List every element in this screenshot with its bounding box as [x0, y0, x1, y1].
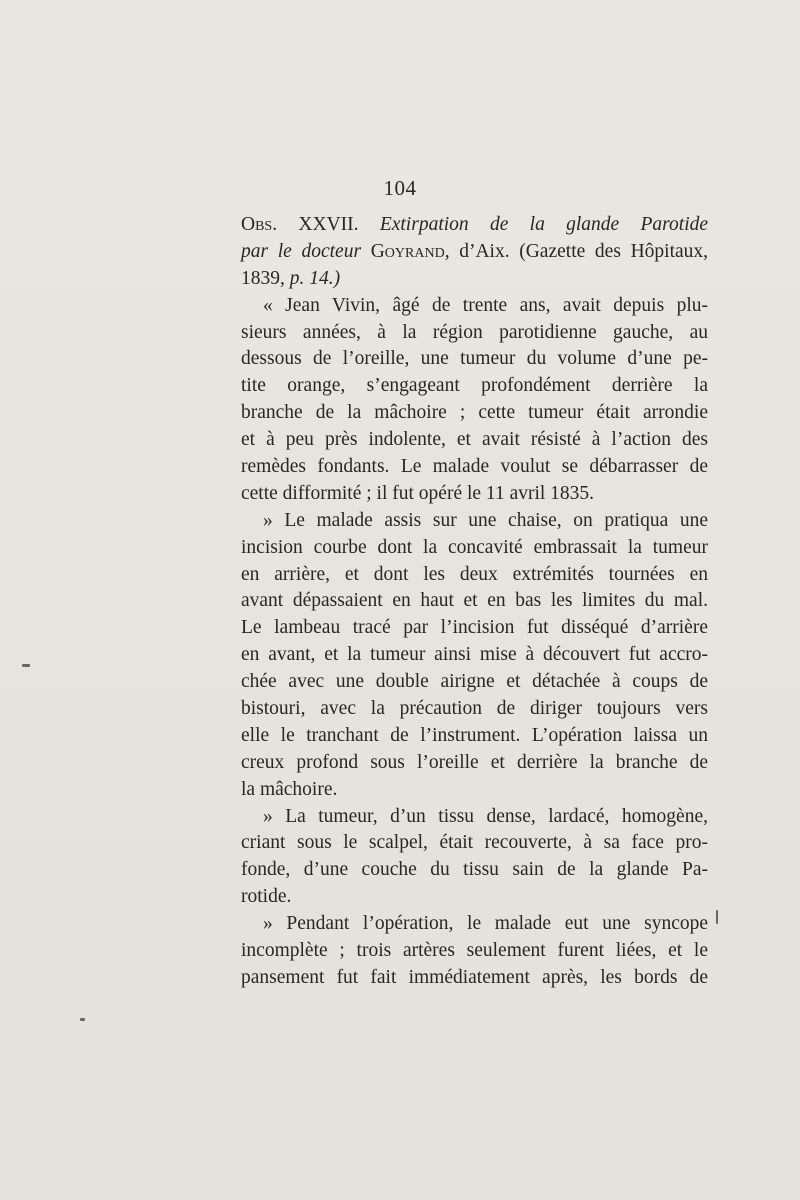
margin-mark: [716, 910, 718, 924]
text-line: cette difformité ; il fut opéré le 11 avril 1835.: [241, 482, 595, 504]
obs-heading-line-1: [241, 212, 708, 239]
text-line: branche de la mâchoire ; cette tumeur était arrondie: [241, 402, 708, 424]
text-line: et à peu près indolente, et avait résisté à l’action des: [241, 429, 708, 451]
text-line: criant sous le scalpel, était recouverte, à sa face pro-: [241, 832, 708, 854]
margin-mark: [80, 1018, 85, 1021]
text-line: chée avec une double airigne et détachée à coups de: [241, 671, 708, 693]
obs-year: 1839,: [241, 267, 285, 289]
text-line: dessous de l’oreille, une tumeur du volume d’une pe-: [241, 348, 708, 370]
text-line: incision courbe dont la concavité embrassait la tumeur: [241, 536, 708, 558]
text-line: fonde, d’une couche du tissu sain de la glande Pa-: [241, 859, 708, 881]
obs-source: , d’Aix. (Gazette des Hôpitaux,: [444, 240, 709, 262]
text-line: » Le malade assis sur une chaise, on pratiqua une: [263, 509, 708, 531]
text-line: » La tumeur, d’un tissu dense, lardacé, homogène,: [263, 805, 708, 827]
obs-heading-line-3: [241, 266, 708, 293]
text-line: elle le tranchant de l’instrument. L’opération laissa un: [241, 724, 708, 746]
obs-author: Goyrand: [370, 240, 445, 262]
text-line: en arrière, et dont les deux extrémités tournées en: [241, 563, 708, 585]
obs-page-ref: p. 14.): [289, 267, 341, 289]
obs-title: Extirpation de la glande Parotide: [379, 214, 709, 235]
obs-heading-line-2: [241, 239, 708, 266]
text-line: Le lambeau tracé par l’incision fut disséqué d’arrière: [241, 617, 708, 639]
text-line: la mâchoire.: [241, 778, 338, 800]
page-number: 104: [383, 176, 417, 200]
text-line: incomplète ; trois artères seulement furent liées, et le: [241, 940, 708, 962]
text-line: » Pendant l’opération, le malade eut une syncope: [263, 913, 708, 935]
obs-label: Obs.: [241, 214, 278, 235]
text-line: en avant, et la tumeur ainsi mise à découvert fut accro-: [241, 644, 708, 666]
text-line: rotide.: [241, 886, 292, 908]
text-line: sieurs années, à la région parotidienne gauche, au: [241, 321, 708, 343]
text-line: creux profond sous l’oreille et derrière la branche de: [241, 751, 708, 773]
text-line: bistouri, avec la précaution de diriger toujours vers: [241, 698, 708, 720]
text-line: remèdes fondants. Le malade voulut se débarrasser de: [241, 456, 708, 478]
margin-mark: [22, 664, 30, 667]
text-line: pansement fut fait immédiatement après, les bords de: [241, 966, 708, 988]
text-line: avant dépassaient en haut et en bas les limites du mal.: [241, 590, 708, 612]
body-text: [241, 212, 708, 992]
text-line: « Jean Vivin, âgé de trente ans, avait depuis plu-: [263, 294, 708, 316]
text-line: tite orange, s’engageant profondément derrière la: [241, 375, 708, 397]
obs-author-prefix: par le docteur: [241, 240, 362, 262]
obs-number: XXVII.: [298, 214, 359, 235]
